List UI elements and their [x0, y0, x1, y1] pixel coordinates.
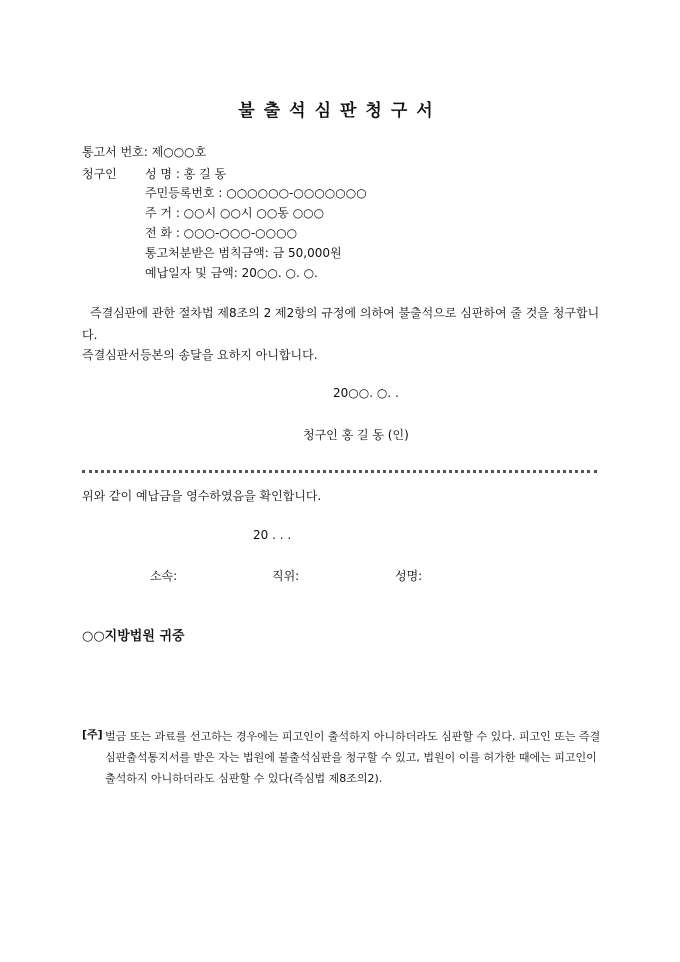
field-name: 성 명 : 홍 길 동: [145, 167, 227, 181]
claimant-signature: 청구인 홍 길 동 (인): [303, 428, 409, 442]
note-label: [주]: [82, 728, 103, 741]
request-date: 20○○. ○. .: [333, 386, 399, 400]
cut-line-divider: [82, 470, 597, 473]
service-waiver-line: 즉결심판서등본의 송달을 요하지 아니합니다.: [82, 348, 318, 362]
notice-number: 통고서 번호: 제○○○호: [82, 145, 207, 159]
position-label: 직위:: [272, 569, 300, 583]
note-text: 벌금 또는 과료를 선고하는 경우에는 피고인이 출석하지 아니하더라도 심판할 수 있다. 피고인 또는 즉결심판출석통지서를 받은 자는 법원에 불출석심판을 청구할 수 있고, 법원이 이를 허가한 때에는 피고인이 출석하지 아니하더라도 심판할 수 있다(즉심법 제8조의2).: [105, 730, 601, 785]
signer-name-label: 성명:: [395, 569, 423, 583]
field-fine-amount: 통고처분받은 범칙금액: 금 50,000원: [145, 246, 342, 260]
document-title: 불출석심판청구서: [238, 101, 442, 121]
field-deposit-date: 예납일자 및 금액: 20○○. ○. ○.: [145, 266, 318, 280]
field-phone: 전 화 : ○○○-○○○-○○○○: [145, 226, 298, 240]
affiliation-label: 소속:: [150, 569, 178, 583]
field-resident-number: 주민등록번호 : ○○○○○○-○○○○○○○: [145, 186, 367, 200]
court-addressee: ○○지방법원 귀중: [82, 629, 185, 644]
receipt-confirmation: 위와 같이 예납금을 영수하였음을 확인합니다.: [82, 489, 322, 503]
field-address: 주 거 : ○○시 ○○시 ○○동 ○○○: [145, 206, 325, 220]
claimant-label: 청구인: [82, 167, 117, 181]
receipt-date: 20 . . .: [253, 528, 292, 542]
request-paragraph: 즉결심판에 관한 절차법 제8조의 2 제2항의 규정에 의하여 불출석으로 심판하여 줄 것을 청구합니다.: [82, 306, 600, 342]
